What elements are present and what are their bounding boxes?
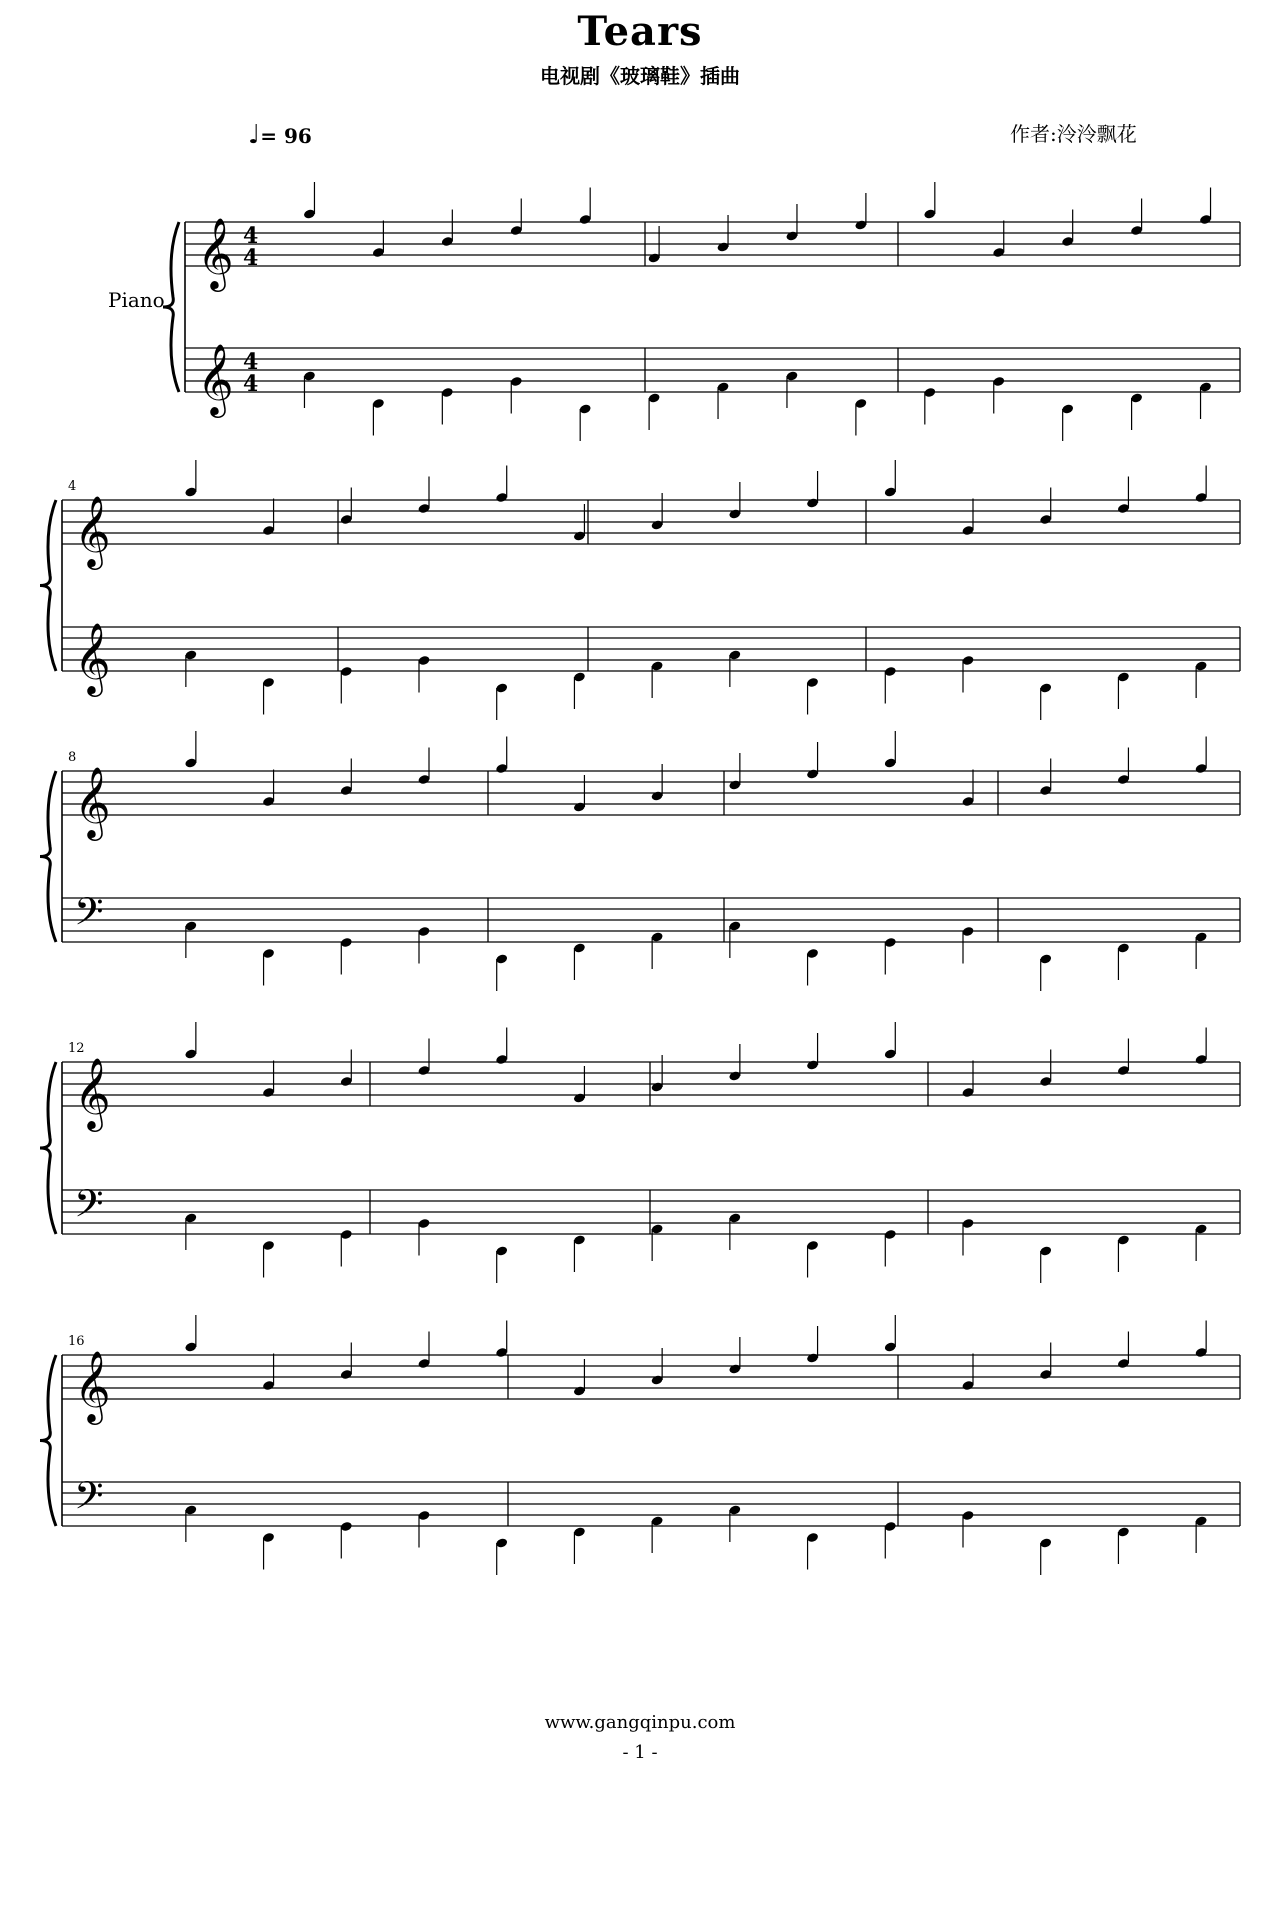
measure-number: 16 [68,1334,85,1349]
quarter-note-icon: ♩ [248,120,261,150]
system-brace-icon [40,1062,56,1234]
system-brace-icon [163,222,179,392]
system-brace-icon [40,771,56,942]
instrument-label: Piano [108,288,165,312]
treble-clef-icon: 𝄞 [74,765,111,838]
bass-clef-icon: 𝄢 [74,1181,104,1235]
bass-clef-icon: 𝄢 [74,1473,104,1527]
treble-clef-icon: 𝄞 [74,1056,111,1129]
treble-clef-icon: 𝄞 [74,621,111,694]
treble-clef-icon: 𝄞 [197,342,234,415]
page-number: - 1 - [622,1742,658,1763]
treble-clef-icon: 𝄞 [74,494,111,567]
treble-clef-icon: 𝄞 [74,1349,111,1422]
time-signature-bottom: 4 [243,371,259,397]
system-brace-icon [40,500,56,671]
time-signature-top: 4 [243,223,259,249]
composer-credit: 作者:泠泠飘花 [1010,122,1137,146]
tempo-value: = 96 [260,124,312,148]
score-title: Tears [577,8,703,55]
measure-number: 8 [68,750,77,765]
time-signature-top: 4 [243,349,259,375]
system-brace-icon [40,1355,56,1526]
treble-clef-icon: 𝄞 [197,216,234,289]
measure-number: 12 [68,1041,85,1056]
measure-number: 4 [68,479,77,494]
staff-systems [40,216,1240,1527]
bass-clef-icon: 𝄢 [74,889,104,943]
score-subtitle: 电视剧《玻璃鞋》插曲 [540,64,740,88]
footer-url: www.gangqinpu.com [544,1712,736,1733]
time-signature-bottom: 4 [243,245,259,271]
